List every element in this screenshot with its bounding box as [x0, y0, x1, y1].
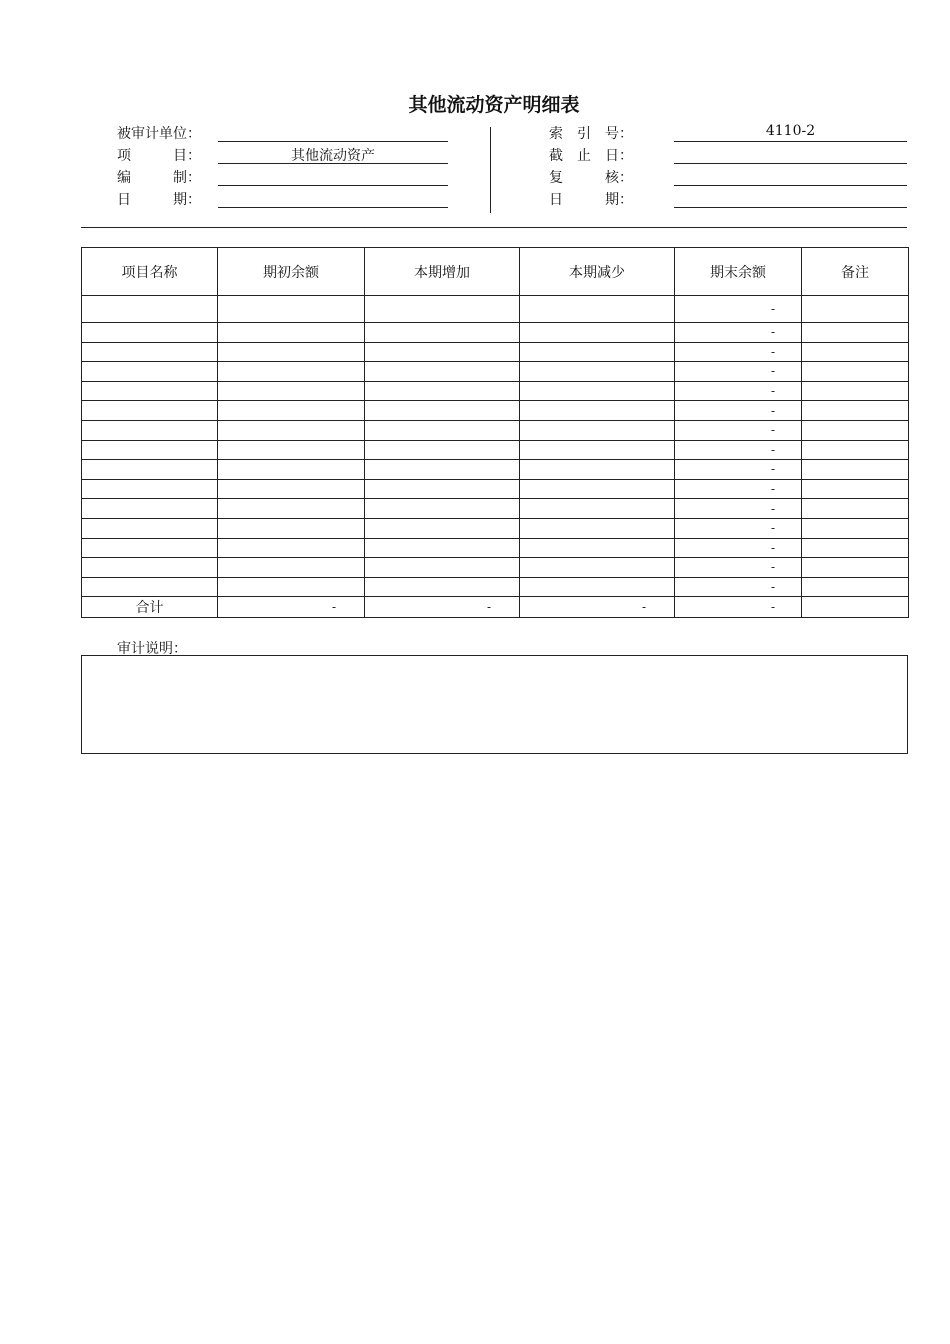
cell-item-name[interactable]: [82, 499, 218, 519]
cell-increase[interactable]: [365, 518, 520, 538]
cell-remarks[interactable]: [802, 296, 909, 323]
cell-closing-balance[interactable]: -: [675, 420, 802, 440]
cutoff-date-field-line: [674, 163, 907, 164]
total-opening-balance: -: [218, 597, 365, 618]
cell-closing-balance[interactable]: -: [675, 362, 802, 382]
total-label: 合计: [82, 597, 218, 618]
table-row: [82, 538, 909, 558]
cell-increase[interactable]: [365, 381, 520, 401]
project-label: 项 目：: [117, 148, 201, 164]
cell-remarks[interactable]: [802, 577, 909, 597]
cell-increase[interactable]: [365, 342, 520, 362]
cell-closing-balance[interactable]: -: [675, 499, 802, 519]
reviewer-label: 复 核：: [549, 170, 633, 186]
cell-item-name[interactable]: [82, 538, 218, 558]
cell-increase[interactable]: [365, 401, 520, 421]
cell-opening-balance[interactable]: [218, 362, 365, 382]
cell-item-name[interactable]: [82, 362, 218, 382]
cell-increase[interactable]: [365, 558, 520, 578]
cell-item-name[interactable]: [82, 558, 218, 578]
cell-decrease[interactable]: [520, 401, 675, 421]
cell-opening-balance[interactable]: [218, 460, 365, 480]
table-row: [82, 460, 909, 480]
col-header-increase: 本期增加: [365, 248, 520, 296]
cell-remarks[interactable]: [802, 401, 909, 421]
cell-remarks[interactable]: [802, 323, 909, 343]
cell-remarks[interactable]: [802, 518, 909, 538]
col-header-remarks: 备注: [802, 248, 909, 296]
cell-decrease[interactable]: [520, 420, 675, 440]
cell-decrease[interactable]: [520, 499, 675, 519]
audited-unit-field-line: [218, 141, 448, 142]
table-row: [82, 362, 909, 382]
cell-remarks[interactable]: [802, 479, 909, 499]
total-remarks: [802, 597, 909, 618]
cell-closing-balance[interactable]: -: [675, 296, 802, 323]
cell-item-name[interactable]: [82, 323, 218, 343]
table-row: [82, 558, 909, 578]
table-row: [82, 420, 909, 440]
index-number-label: 索 引 号：: [549, 126, 633, 142]
detail-table: [81, 247, 909, 618]
cell-opening-balance[interactable]: [218, 296, 365, 323]
cell-closing-balance[interactable]: -: [675, 558, 802, 578]
page-title: 其他流动资产明细表: [408, 94, 580, 116]
table-row: [82, 381, 909, 401]
cell-increase[interactable]: [365, 362, 520, 382]
date-right-label: 日 期：: [549, 192, 633, 208]
col-header-item-name: 项目名称: [82, 248, 218, 296]
cell-remarks[interactable]: [802, 499, 909, 519]
prepared-by-label: 编 制：: [117, 170, 201, 186]
cell-item-name[interactable]: [82, 440, 218, 460]
cell-closing-balance[interactable]: -: [675, 323, 802, 343]
table-row: [82, 342, 909, 362]
cell-opening-balance[interactable]: [218, 558, 365, 578]
cell-decrease[interactable]: [520, 577, 675, 597]
table-row: [82, 440, 909, 460]
index-number-field-line: [674, 141, 907, 142]
cell-closing-balance[interactable]: -: [675, 479, 802, 499]
cell-opening-balance[interactable]: [218, 538, 365, 558]
cell-opening-balance[interactable]: [218, 381, 365, 401]
cutoff-date-label: 截 止 日：: [549, 148, 633, 164]
cell-item-name[interactable]: [82, 479, 218, 499]
cell-item-name[interactable]: [82, 518, 218, 538]
cell-item-name[interactable]: [82, 460, 218, 480]
cell-remarks[interactable]: [802, 342, 909, 362]
cell-closing-balance[interactable]: -: [675, 460, 802, 480]
col-header-decrease: 本期减少: [520, 248, 675, 296]
date-left-label: 日 期：: [117, 192, 201, 208]
cell-closing-balance[interactable]: -: [675, 342, 802, 362]
cell-decrease[interactable]: [520, 381, 675, 401]
total-increase: -: [365, 597, 520, 618]
table-row: [82, 401, 909, 421]
cell-increase[interactable]: [365, 499, 520, 519]
table-row: [82, 499, 909, 519]
date-left-field-line: [218, 207, 448, 208]
cell-increase[interactable]: [365, 460, 520, 480]
cell-opening-balance[interactable]: [218, 342, 365, 362]
col-header-opening-balance: 期初余额: [218, 248, 365, 296]
cell-decrease[interactable]: [520, 323, 675, 343]
cell-increase[interactable]: [365, 538, 520, 558]
table-row: [82, 296, 909, 323]
cell-item-name[interactable]: [82, 342, 218, 362]
table-row: [82, 323, 909, 343]
table-row: [82, 577, 909, 597]
audit-notes-label: 审计说明：: [117, 641, 187, 657]
cell-increase[interactable]: [365, 323, 520, 343]
cell-closing-balance[interactable]: -: [675, 401, 802, 421]
cell-closing-balance[interactable]: -: [675, 577, 802, 597]
cell-closing-balance[interactable]: -: [675, 440, 802, 460]
cell-increase[interactable]: [365, 577, 520, 597]
header-vertical-divider: [490, 127, 491, 213]
table-header-row: [82, 248, 909, 296]
table-row: [82, 479, 909, 499]
date-right-field-line: [674, 207, 907, 208]
cell-decrease[interactable]: [520, 440, 675, 460]
cell-decrease[interactable]: [520, 558, 675, 578]
cell-item-name[interactable]: [82, 420, 218, 440]
cell-remarks[interactable]: [802, 381, 909, 401]
cell-increase[interactable]: [365, 440, 520, 460]
cell-decrease[interactable]: [520, 538, 675, 558]
cell-item-name[interactable]: [82, 401, 218, 421]
cell-decrease[interactable]: [520, 362, 675, 382]
cell-remarks[interactable]: [802, 460, 909, 480]
cell-decrease[interactable]: [520, 460, 675, 480]
table-row: [82, 518, 909, 538]
cell-opening-balance[interactable]: [218, 440, 365, 460]
cell-remarks[interactable]: [802, 362, 909, 382]
header-separator: [81, 227, 907, 228]
cell-opening-balance[interactable]: [218, 577, 365, 597]
cell-remarks[interactable]: [802, 538, 909, 558]
cell-decrease[interactable]: [520, 479, 675, 499]
cell-item-name[interactable]: [82, 381, 218, 401]
cell-decrease[interactable]: [520, 296, 675, 323]
audited-unit-label: 被审计单位：: [117, 126, 201, 142]
cell-remarks[interactable]: [802, 420, 909, 440]
cell-remarks[interactable]: [802, 440, 909, 460]
table-total-row: [82, 597, 909, 618]
cell-increase[interactable]: [365, 479, 520, 499]
total-decrease: -: [520, 597, 675, 618]
cell-decrease[interactable]: [520, 342, 675, 362]
project-value[interactable]: 其他流动资产: [291, 148, 375, 164]
cell-opening-balance[interactable]: [218, 499, 365, 519]
cell-closing-balance[interactable]: -: [675, 381, 802, 401]
cell-opening-balance[interactable]: [218, 323, 365, 343]
cell-opening-balance[interactable]: [218, 420, 365, 440]
reviewer-field-line: [674, 185, 907, 186]
col-header-closing-balance: 期末余额: [675, 248, 802, 296]
cell-opening-balance[interactable]: [218, 479, 365, 499]
index-number-value[interactable]: 4110-2: [765, 123, 816, 139]
cell-item-name[interactable]: [82, 577, 218, 597]
cell-opening-balance[interactable]: [218, 518, 365, 538]
cell-increase[interactable]: [365, 296, 520, 323]
cell-increase[interactable]: [365, 420, 520, 440]
cell-remarks[interactable]: [802, 558, 909, 578]
audit-notes-box[interactable]: [81, 655, 908, 754]
cell-closing-balance[interactable]: -: [675, 538, 802, 558]
total-closing-balance: -: [675, 597, 802, 618]
cell-item-name[interactable]: [82, 296, 218, 323]
cell-opening-balance[interactable]: [218, 401, 365, 421]
prepared-by-field-line: [218, 185, 448, 186]
cell-decrease[interactable]: [520, 518, 675, 538]
cell-closing-balance[interactable]: -: [675, 518, 802, 538]
